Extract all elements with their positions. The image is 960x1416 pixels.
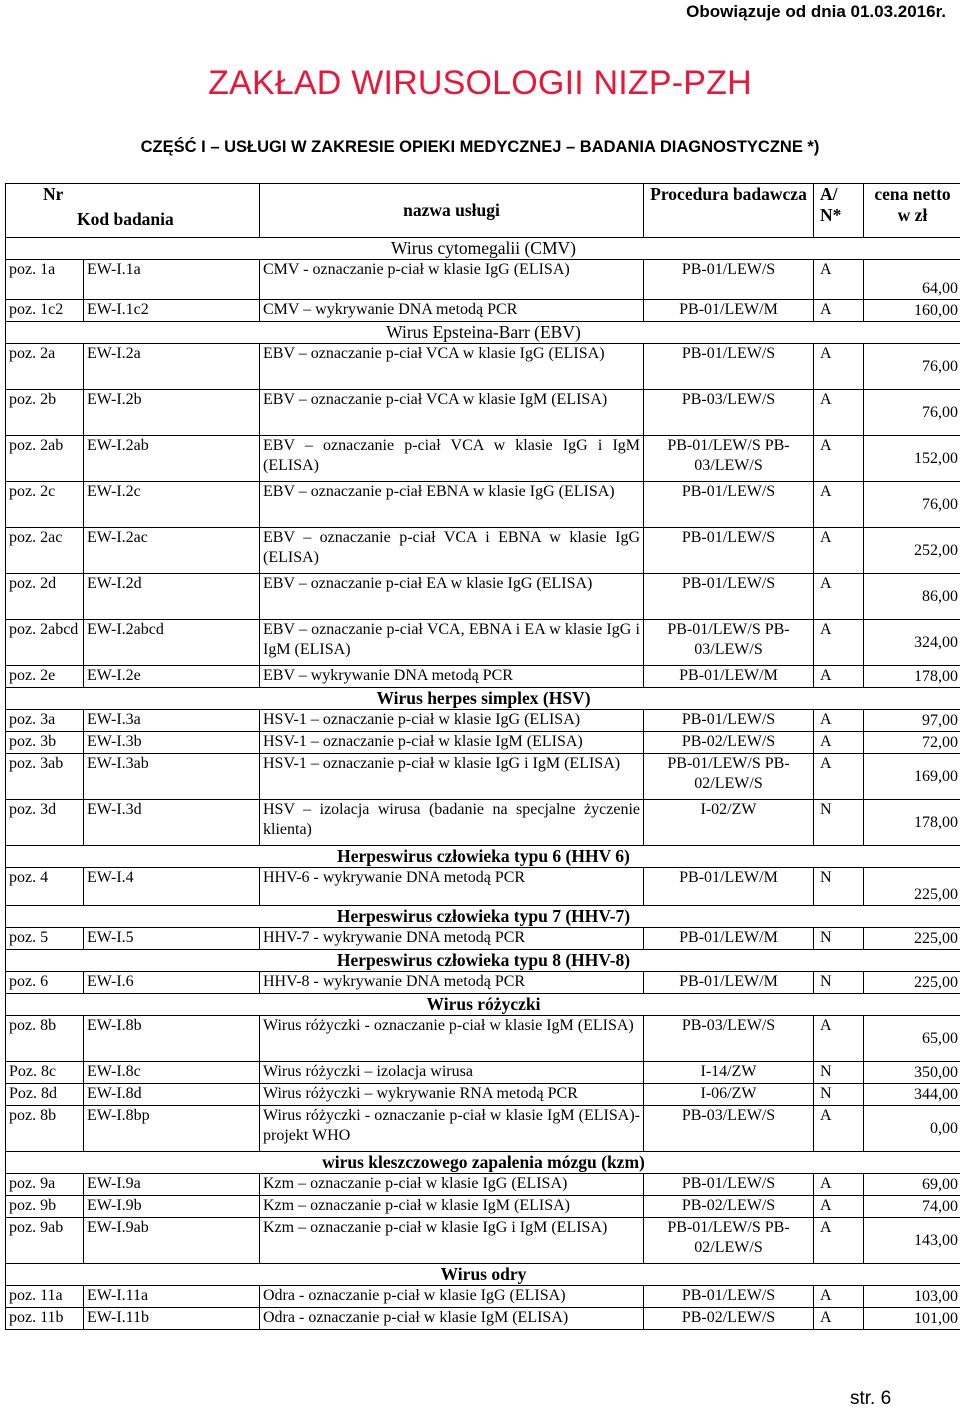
cell-procedura: PB-01/LEW/M — [644, 666, 814, 688]
cell-nr: poz. 9b — [6, 1196, 84, 1218]
cell-kod: EW-I.3d — [84, 800, 260, 846]
table-row — [6, 710, 960, 732]
cell-nr: poz. 11a — [6, 1286, 84, 1308]
table-row — [6, 1016, 960, 1062]
cell-cena: 169,00 — [864, 754, 960, 800]
table-row — [6, 344, 960, 390]
table-body — [6, 238, 960, 1330]
cell-nazwa: EBV – oznaczanie p-ciał VCA, EBNA i EA w klasie IgG i IgM (ELISA) — [260, 620, 644, 666]
cell-nr: poz. 2ac — [6, 528, 84, 574]
table-row — [6, 620, 960, 666]
cell-cena: 344,00 — [864, 1084, 960, 1106]
cell-kod: EW-I.2ab — [84, 436, 260, 482]
cell-nazwa: HHV-6 - wykrywanie DNA metodą PCR — [260, 868, 644, 906]
cell-an: A — [814, 1286, 864, 1308]
table-row — [6, 1174, 960, 1196]
cell-nr: poz. 2d — [6, 574, 84, 620]
page-subtitle: CZĘŚĆ I – USŁUGI W ZAKRESIE OPIEKI MEDYCZNEJ – BADANIA DIAGNOSTYCZNE *) — [140, 138, 820, 156]
cell-procedura: PB-02/LEW/S — [644, 1308, 814, 1330]
cell-kod: EW-I.2d — [84, 574, 260, 620]
section-row — [6, 906, 960, 928]
cell-kod: EW-I.1a — [84, 260, 260, 300]
cell-procedura: PB-01/LEW/S — [644, 1174, 814, 1196]
cell-nazwa: Wirus różyczki - oznaczanie p-ciał w klasie IgM (ELISA)- projekt WHO — [260, 1106, 644, 1152]
cell-procedura: PB-01/LEW/S PB-03/LEW/S — [644, 436, 814, 482]
cell-kod: EW-I.5 — [84, 928, 260, 950]
cell-cena: 69,00 — [864, 1174, 960, 1196]
cell-an: A — [814, 574, 864, 620]
cell-procedura: PB-01/LEW/S — [644, 1286, 814, 1308]
table-row — [6, 482, 960, 528]
cell-an: A — [814, 620, 864, 666]
cell-cena: 178,00 — [864, 800, 960, 846]
cell-an: A — [814, 482, 864, 528]
cell-procedura: I-14/ZW — [644, 1062, 814, 1084]
cell-nr: poz. 11b — [6, 1308, 84, 1330]
cell-procedura: PB-01/LEW/S — [644, 710, 814, 732]
cell-cena: 0,00 — [864, 1106, 960, 1152]
cell-nazwa: HSV – izolacja wirusa (badanie na specjalne życzenie klienta) — [260, 800, 644, 846]
cell-procedura: PB-01/LEW/M — [644, 300, 814, 322]
cell-kod: EW-I.2abcd — [84, 620, 260, 666]
cell-nazwa: Kzm – oznaczanie p-ciał w klasie IgG i IgM (ELISA) — [260, 1218, 644, 1264]
section-title: Herpeswirus człowieka typu 8 (HHV-8) — [6, 950, 960, 972]
cell-an: A — [814, 1196, 864, 1218]
cell-cena: 76,00 — [864, 344, 960, 390]
cell-nr: Poz. 8c — [6, 1062, 84, 1084]
cell-nazwa: EBV – oznaczanie p-ciał VCA w klasie IgG (ELISA) — [260, 344, 644, 390]
cell-cena: 152,00 — [864, 436, 960, 482]
cell-nazwa: Odra - oznaczanie p-ciał w klasie IgG (ELISA) — [260, 1286, 644, 1308]
cell-nr: poz. 8b — [6, 1106, 84, 1152]
cell-kod: EW-I.2ac — [84, 528, 260, 574]
cell-procedura: PB-01/LEW/S — [644, 260, 814, 300]
cell-kod: EW-I.1c2 — [84, 300, 260, 322]
cell-an: A — [814, 754, 864, 800]
cell-procedura: PB-02/LEW/S — [644, 732, 814, 754]
cell-nr: poz. 2e — [6, 666, 84, 688]
table-row — [6, 1084, 960, 1106]
section-row — [6, 1152, 960, 1174]
cell-kod: EW-I.2e — [84, 666, 260, 688]
cell-procedura: PB-01/LEW/S — [644, 344, 814, 390]
cell-nazwa: Kzm – oznaczanie p-ciał w klasie IgM (ELISA) — [260, 1196, 644, 1218]
table-row — [6, 1308, 960, 1330]
cell-an: N — [814, 972, 864, 994]
cell-cena: 103,00 — [864, 1286, 960, 1308]
section-row — [6, 238, 960, 260]
cell-nazwa: EBV – wykrywanie DNA metodą PCR — [260, 666, 644, 688]
cell-procedura: PB-01/LEW/S — [644, 482, 814, 528]
table-row — [6, 390, 960, 436]
cell-an: A — [814, 390, 864, 436]
cell-kod: EW-I.2b — [84, 390, 260, 436]
cell-nazwa: EBV – oznaczanie p-ciał VCA w klasie IgG i IgM (ELISA) — [260, 436, 644, 482]
cell-an: A — [814, 1106, 864, 1152]
table-row — [6, 1106, 960, 1152]
cell-kod: EW-I.3a — [84, 710, 260, 732]
cell-procedura: PB-03/LEW/S — [644, 1016, 814, 1062]
cell-nr: poz. 3ab — [6, 754, 84, 800]
cell-nazwa: HHV-7 - wykrywanie DNA metodą PCR — [260, 928, 644, 950]
cell-kod: EW-I.2a — [84, 344, 260, 390]
cell-procedura: PB-01/LEW/M — [644, 868, 814, 906]
cell-procedura: PB-02/LEW/S — [644, 1196, 814, 1218]
section-row — [6, 950, 960, 972]
cell-cena: 72,00 — [864, 732, 960, 754]
section-title: Wirus Epsteina-Barr (EBV) — [6, 322, 960, 344]
effective-date: Obowiązuje od dnia 01.03.2016r. — [686, 2, 946, 21]
cell-kod: EW-I.9ab — [84, 1218, 260, 1264]
cell-cena: 225,00 — [864, 868, 960, 906]
cell-an: A — [814, 666, 864, 688]
cell-procedura: PB-03/LEW/S — [644, 1106, 814, 1152]
cell-nazwa: EBV – oznaczanie p-ciał VCA w klasie IgM (ELISA) — [260, 390, 644, 436]
table-row — [6, 732, 960, 754]
cell-kod: EW-I.8b — [84, 1016, 260, 1062]
cell-an: N — [814, 1062, 864, 1084]
section-row — [6, 1264, 960, 1286]
cell-cena: 65,00 — [864, 1016, 960, 1062]
cell-nazwa: CMV – wykrywanie DNA metodą PCR — [260, 300, 644, 322]
section-title: Wirus cytomegalii (CMV) — [6, 238, 960, 260]
cell-nazwa: EBV – oznaczanie p-ciał VCA i EBNA w klasie IgG (ELISA) — [260, 528, 644, 574]
cell-nazwa: CMV - oznaczanie p-ciał w klasie IgG (ELISA) — [260, 260, 644, 300]
section-title: Herpeswirus człowieka typu 6 (HHV 6) — [6, 846, 960, 868]
section-title: Wirus odry — [6, 1264, 960, 1286]
cell-an: N — [814, 868, 864, 906]
cell-cena: 324,00 — [864, 620, 960, 666]
cell-procedura: PB-01/LEW/S — [644, 574, 814, 620]
cell-nazwa: EBV – oznaczanie p-ciał EBNA w klasie IgG (ELISA) — [260, 482, 644, 528]
section-row — [6, 322, 960, 344]
cell-nr: Poz. 8d — [6, 1084, 84, 1106]
table-row — [6, 1286, 960, 1308]
table-header-row — [6, 184, 960, 238]
cell-kod: EW-I.9a — [84, 1174, 260, 1196]
cell-kod: EW-I.6 — [84, 972, 260, 994]
cell-an: A — [814, 1016, 864, 1062]
cell-kod: EW-I.9b — [84, 1196, 260, 1218]
cell-kod: EW-I.3ab — [84, 754, 260, 800]
cell-nazwa: EBV – oznaczanie p-ciał EA w klasie IgG (ELISA) — [260, 574, 644, 620]
cell-cena: 225,00 — [864, 972, 960, 994]
cell-nr: poz. 3a — [6, 710, 84, 732]
cell-nr: poz. 5 — [6, 928, 84, 950]
cell-an: A — [814, 1308, 864, 1330]
cell-kod: EW-I.4 — [84, 868, 260, 906]
table-row — [6, 868, 960, 906]
section-title: Wirus herpes simplex (HSV) — [6, 688, 960, 710]
column-header-cena: cena netto w zł — [864, 184, 960, 238]
cell-an: A — [814, 710, 864, 732]
cell-an: A — [814, 300, 864, 322]
cell-an: A — [814, 1174, 864, 1196]
cell-nr: poz. 2ab — [6, 436, 84, 482]
cell-nr: poz. 1a — [6, 260, 84, 300]
table-row — [6, 300, 960, 322]
column-header-nr: Nr Kod badania — [6, 184, 260, 238]
section-row — [6, 688, 960, 710]
table-row — [6, 528, 960, 574]
cell-nazwa: HHV-8 - wykrywanie DNA metodą PCR — [260, 972, 644, 994]
cell-cena: 350,00 — [864, 1062, 960, 1084]
cell-nr: poz. 9a — [6, 1174, 84, 1196]
cell-cena: 178,00 — [864, 666, 960, 688]
cell-procedura: PB-01/LEW/M — [644, 928, 814, 950]
section-row — [6, 846, 960, 868]
cell-cena: 252,00 — [864, 528, 960, 574]
section-title: Herpeswirus człowieka typu 7 (HHV-7) — [6, 906, 960, 928]
cell-kod: EW-I.11a — [84, 1286, 260, 1308]
section-title: Wirus różyczki — [6, 994, 960, 1016]
page-title: ZAKŁAD WIRUSOLOGII NIZP-PZH — [208, 64, 752, 102]
table-row — [6, 666, 960, 688]
cell-an: N — [814, 928, 864, 950]
cell-kod: EW-I.3b — [84, 732, 260, 754]
cell-procedura: PB-01/LEW/S PB-03/LEW/S — [644, 620, 814, 666]
cell-nr: poz. 2abcd — [6, 620, 84, 666]
cell-nr: poz. 3b — [6, 732, 84, 754]
page-number: str. 6 — [850, 1388, 892, 1409]
cell-cena: 86,00 — [864, 574, 960, 620]
price-table — [5, 183, 960, 1330]
cell-an: A — [814, 1218, 864, 1264]
cell-nr: poz. 4 — [6, 868, 84, 906]
column-header-nazwa: nazwa usługi — [260, 184, 644, 238]
table-row — [6, 928, 960, 950]
table-row — [6, 574, 960, 620]
cell-cena: 225,00 — [864, 928, 960, 950]
cell-procedura: PB-03/LEW/S — [644, 390, 814, 436]
cell-nazwa: Odra - oznaczanie p-ciał w klasie IgM (ELISA) — [260, 1308, 644, 1330]
cell-procedura: I-06/ZW — [644, 1084, 814, 1106]
cell-an: A — [814, 732, 864, 754]
cell-nazwa: HSV-1 – oznaczanie p-ciał w klasie IgG i IgM (ELISA) — [260, 754, 644, 800]
column-header-an: A/ N* — [814, 184, 864, 238]
cell-cena: 76,00 — [864, 482, 960, 528]
table-row — [6, 972, 960, 994]
cell-nazwa: HSV-1 – oznaczanie p-ciał w klasie IgM (ELISA) — [260, 732, 644, 754]
cell-procedura: PB-01/LEW/S — [644, 528, 814, 574]
cell-kod: EW-I.8d — [84, 1084, 260, 1106]
cell-nr: poz. 8b — [6, 1016, 84, 1062]
section-title: wirus kleszczowego zapalenia mózgu (kzm) — [6, 1152, 960, 1174]
cell-cena: 64,00 — [864, 260, 960, 300]
cell-nazwa: HSV-1 – oznaczanie p-ciał w klasie IgG (ELISA) — [260, 710, 644, 732]
cell-an: N — [814, 800, 864, 846]
cell-nr: poz. 2a — [6, 344, 84, 390]
cell-nr: poz. 6 — [6, 972, 84, 994]
cell-kod: EW-I.11b — [84, 1308, 260, 1330]
cell-kod: EW-I.8c — [84, 1062, 260, 1084]
cell-kod: EW-I.8bp — [84, 1106, 260, 1152]
cell-nr: poz. 3d — [6, 800, 84, 846]
cell-nazwa: Wirus różyczki – izolacja wirusa — [260, 1062, 644, 1084]
cell-an: A — [814, 436, 864, 482]
cell-an: A — [814, 260, 864, 300]
cell-cena: 143,00 — [864, 1218, 960, 1264]
cell-an: A — [814, 528, 864, 574]
table-row — [6, 1218, 960, 1264]
cell-nazwa: Kzm – oznaczanie p-ciał w klasie IgG (ELISA) — [260, 1174, 644, 1196]
cell-procedura: PB-01/LEW/S PB-02/LEW/S — [644, 754, 814, 800]
table-row — [6, 436, 960, 482]
cell-cena: 101,00 — [864, 1308, 960, 1330]
column-header-kod: Kod badania — [77, 209, 174, 229]
cell-procedura: I-02/ZW — [644, 800, 814, 846]
table-row — [6, 754, 960, 800]
table-row — [6, 800, 960, 846]
cell-an: A — [814, 344, 864, 390]
cell-nr: poz. 2c — [6, 482, 84, 528]
cell-cena: 97,00 — [864, 710, 960, 732]
cell-cena: 160,00 — [864, 300, 960, 322]
cell-nr: poz. 1c2 — [6, 300, 84, 322]
table-row — [6, 260, 960, 300]
section-row — [6, 994, 960, 1016]
cell-an: N — [814, 1084, 864, 1106]
cell-procedura: PB-01/LEW/S PB-02/LEW/S — [644, 1218, 814, 1264]
cell-cena: 76,00 — [864, 390, 960, 436]
cell-nazwa: Wirus różyczki – wykrywanie RNA metodą PCR — [260, 1084, 644, 1106]
cell-cena: 74,00 — [864, 1196, 960, 1218]
cell-nr: poz. 2b — [6, 390, 84, 436]
table-row — [6, 1062, 960, 1084]
column-header-procedura: Procedura badawcza — [644, 184, 814, 238]
cell-nr: poz. 9ab — [6, 1218, 84, 1264]
cell-nazwa: Wirus różyczki - oznaczanie p-ciał w klasie IgM (ELISA) — [260, 1016, 644, 1062]
cell-procedura: PB-01/LEW/M — [644, 972, 814, 994]
table-row — [6, 1196, 960, 1218]
cell-kod: EW-I.2c — [84, 482, 260, 528]
